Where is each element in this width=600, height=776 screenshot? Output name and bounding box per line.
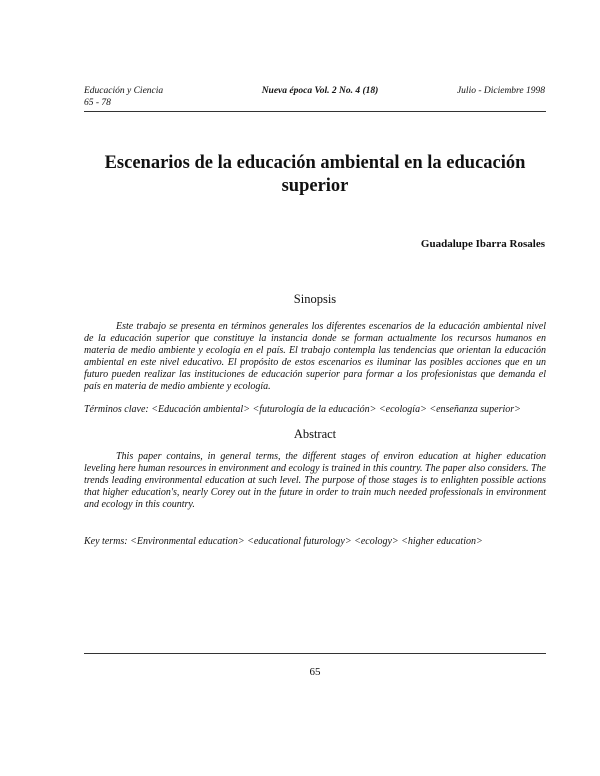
synopsis-text: Este trabajo se presenta en términos generales los diferentes escenarios de la educación ambiental nivel de la educación superior que constituye la instancia donde se forman actualmente los recursos humanos en materia de medio ambiente y ecología en el país. El trabajo contempla las tendencias que orientan la educación ambiental en este nivel educativo. El propósito de estos escenarios es iluminar las posibles acciones que en un futuro pueden realizar las instituciones de educación superior para formar a los profesionistas que demanda el país en materia de medio ambiente y ecología. <box>84 321 546 393</box>
synopsis-heading: Sinopsis <box>293 292 337 306</box>
page-number: 65 <box>309 666 321 678</box>
issue-info: Nueva época Vol. 2 No. 4 (18) <box>261 86 379 96</box>
header-divider <box>84 111 546 112</box>
abstract-keywords: Key terms: <Environmental education> <educational futurology> <ecology> <higher education> <box>84 536 483 547</box>
footer-divider <box>84 653 546 654</box>
journal-name: Educación y Ciencia <box>84 86 164 96</box>
synopsis-keywords: Términos clave: <Educación ambiental> <futurología de la educación> <ecología> <enseñanza superior> <box>84 404 521 415</box>
abstract-heading: Abstract <box>293 427 337 441</box>
article-title: Escenarios de la educación ambiental en la educación superior <box>104 153 526 196</box>
abstract-text: This paper contains, in general terms, the different stages of environ education at higher education leveling here human resources in environment and ecology is trained in this country. The paper also considers. The trends leading environmental education at such level. The purpose of those stages is to enlighten possible actions that higher education's, nearly Corey out in the future in order to train much needed professionals in environment and ecology in this country. <box>84 451 546 511</box>
author-name: Guadalupe Ibarra Rosales <box>420 238 545 250</box>
page-range: 65 - 78 <box>84 98 111 108</box>
publication-date: Julio - Diciembre 1998 <box>456 86 545 96</box>
